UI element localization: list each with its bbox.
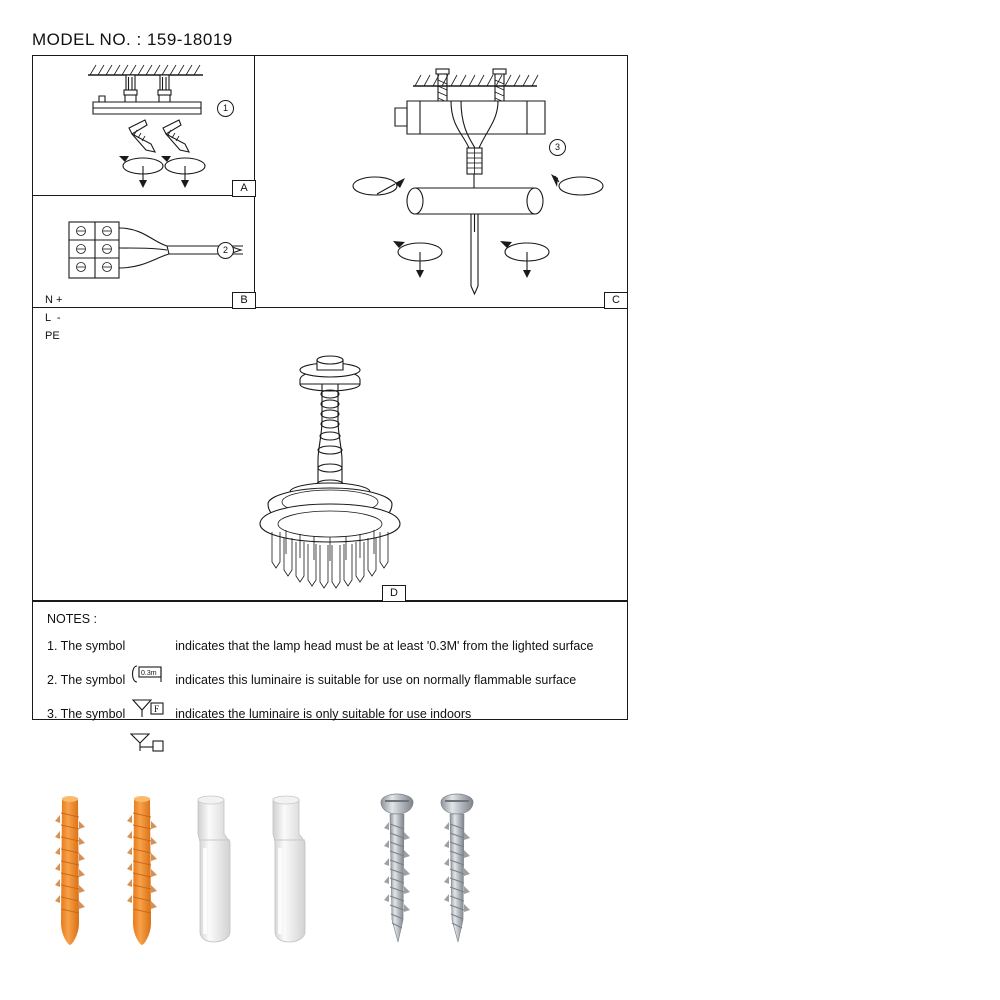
panel-d-drawing: [33, 308, 627, 601]
wall-plug-orange-2: [124, 795, 170, 950]
panel-tag-c: C: [604, 292, 628, 309]
terminal-label-l: L -: [45, 312, 61, 324]
min-distance-icon: [127, 635, 173, 677]
step-marker-3: 3: [549, 139, 566, 156]
wall-plug-orange-1: [52, 795, 98, 950]
arrow-left-pull: [353, 177, 405, 195]
instruction-sheet: [32, 55, 628, 720]
arrow-right-pull: [551, 174, 603, 195]
step-marker-1: 1: [217, 100, 234, 117]
panel-d: [33, 308, 627, 601]
panel-a: [33, 56, 255, 196]
indoor-use-icon: [127, 703, 173, 725]
svg-text:F: F: [154, 704, 160, 714]
wall-plug-white-2: [265, 792, 319, 952]
note-3-pre: 3. The symbol: [47, 707, 126, 721]
note-1-post: indicates that the lamp head must be at least '0.3M' from the lighted surface: [175, 639, 594, 653]
panel-c: [255, 56, 627, 308]
notes-heading: NOTES :: [47, 612, 98, 626]
flammable-surface-icon: [127, 669, 173, 714]
panel-tag-d: D: [382, 585, 406, 602]
rotate-arrow-left: [119, 156, 163, 188]
arrow-lower-right: [500, 241, 549, 278]
panel-b: [33, 196, 255, 342]
panel-c-drawing: [255, 56, 627, 308]
note-item-1: [47, 635, 615, 677]
note-2-pre: 2. The symbol: [47, 673, 126, 687]
note-1-pre: 1. The symbol: [47, 639, 126, 653]
page-title: MODEL NO. : 159-18019: [32, 30, 233, 49]
panel-tag-b: B: [232, 292, 256, 309]
terminal-label-n: N +: [45, 294, 63, 306]
screw-symbol-left: [129, 120, 155, 152]
screw-symbol-right: [163, 120, 189, 152]
panel-tag-a: A: [232, 180, 256, 197]
note-3-post: indicates the luminaire is only suitable for use indoors: [175, 707, 472, 721]
panel-a-drawing: [33, 56, 255, 196]
hardware-parts-row: [0, 760, 1000, 980]
terminal-label-pe: PE: [45, 330, 60, 342]
wall-plug-white-1: [190, 792, 244, 952]
note-item-3: [47, 703, 615, 725]
notes-section: [33, 601, 627, 721]
step-marker-2: 2: [217, 242, 234, 259]
screw-2: [435, 790, 481, 970]
svg-text:0.3m: 0.3m: [141, 670, 157, 677]
note-2-post: indicates this luminaire is suitable for use on normally flammable surface: [175, 673, 577, 687]
screw-1: [375, 790, 421, 970]
rotate-arrow-right: [161, 156, 205, 188]
arrow-lower-left: [393, 241, 442, 278]
